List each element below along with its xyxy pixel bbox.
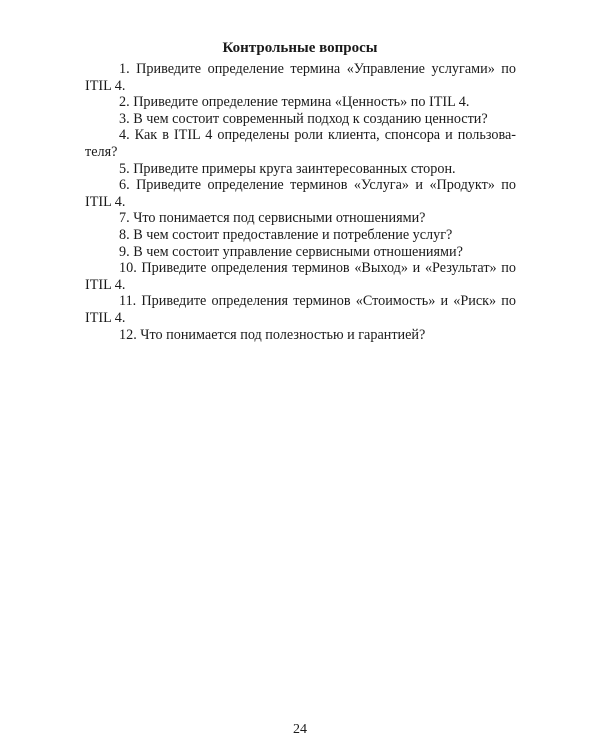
question-12: 12. Что понимается под полезностью и гарантией? bbox=[119, 326, 426, 343]
question-6: 6. Приведите определение терминов «Услуга» и «Продукт» по ITIL 4. bbox=[85, 177, 516, 210]
page-number: 24 bbox=[293, 722, 307, 737]
section-title: Контрольные вопросы bbox=[222, 40, 378, 56]
question-2: 2. Приведите определение термина «Ценность» по ITIL 4. bbox=[119, 94, 470, 111]
question-1: 1. Приведите определение термина «Управление услугами» по ITIL 4. bbox=[85, 61, 516, 94]
question-9: 9. В чем состоит управление сервисными отношениями? bbox=[119, 243, 463, 260]
question-4: 4. Как в ITIL 4 определены роли клиента, спонсора и пользователя? bbox=[85, 127, 516, 160]
question-8: 8. В чем состоит предоставление и потребление услуг? bbox=[119, 226, 453, 243]
question-3: 3. В чем состоит современный подход к созданию ценности? bbox=[119, 110, 488, 127]
question-7: 7. Что понимается под сервисными отношениями? bbox=[119, 210, 426, 227]
question-10: 10. Приведите определения терминов «Выход» и «Результат» по ITIL 4. bbox=[85, 260, 516, 293]
question-11: 11. Приведите определения терминов «Стоимость» и «Риск» по ITIL 4. bbox=[85, 293, 516, 326]
question-5: 5. Приведите примеры круга заинтересованных сторон. bbox=[119, 160, 456, 177]
questions-list bbox=[85, 61, 516, 343]
